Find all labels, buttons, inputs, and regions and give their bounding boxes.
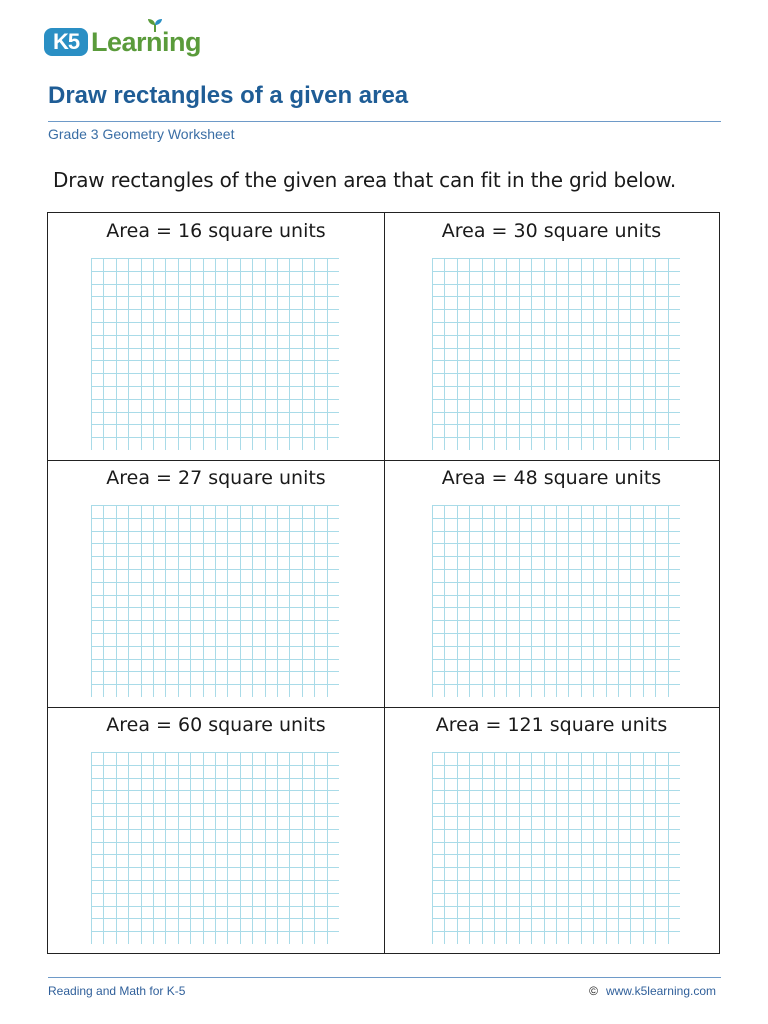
problem-cell-4 — [384, 460, 719, 707]
graph-paper[interactable] — [432, 258, 680, 450]
problem-cell-2 — [384, 213, 719, 460]
problem-cell-5 — [48, 707, 384, 953]
logo-wordmark: Learning — [91, 27, 202, 57]
area-label: Area = 30 square units — [441, 220, 662, 242]
footer-tagline: Reading and Math for K-5 — [48, 984, 186, 998]
area-label: Area = 60 square units — [106, 714, 326, 736]
graph-paper[interactable] — [91, 505, 339, 697]
page-subtitle: Grade 3 Geometry Worksheet — [48, 126, 235, 142]
graph-paper[interactable] — [91, 752, 339, 944]
footer-url[interactable]: www.k5learning.com — [605, 984, 716, 998]
logo-k5-badge: K5 — [44, 28, 88, 56]
copyright-symbol: © — [589, 984, 598, 998]
page-title: Draw rectangles of a given area — [48, 82, 409, 109]
worksheet-table — [47, 212, 720, 954]
k5-learning-logo — [44, 18, 202, 60]
title-divider — [48, 121, 721, 122]
problem-cell-1 — [48, 213, 384, 460]
area-label: Area = 48 square units — [441, 467, 662, 489]
instructions-text: Draw rectangles of the given area that can fit in the grid below. — [53, 168, 677, 192]
graph-paper[interactable] — [432, 752, 680, 944]
area-label: Area = 27 square units — [106, 467, 326, 489]
graph-paper[interactable] — [91, 258, 339, 450]
footer-site — [589, 983, 716, 999]
area-label: Area = 121 square units — [435, 714, 668, 736]
area-label: Area = 16 square units — [106, 220, 326, 242]
graph-paper[interactable] — [432, 505, 680, 697]
problem-cell-3 — [48, 460, 384, 707]
problem-cell-6 — [384, 707, 719, 953]
footer-divider — [48, 977, 721, 978]
